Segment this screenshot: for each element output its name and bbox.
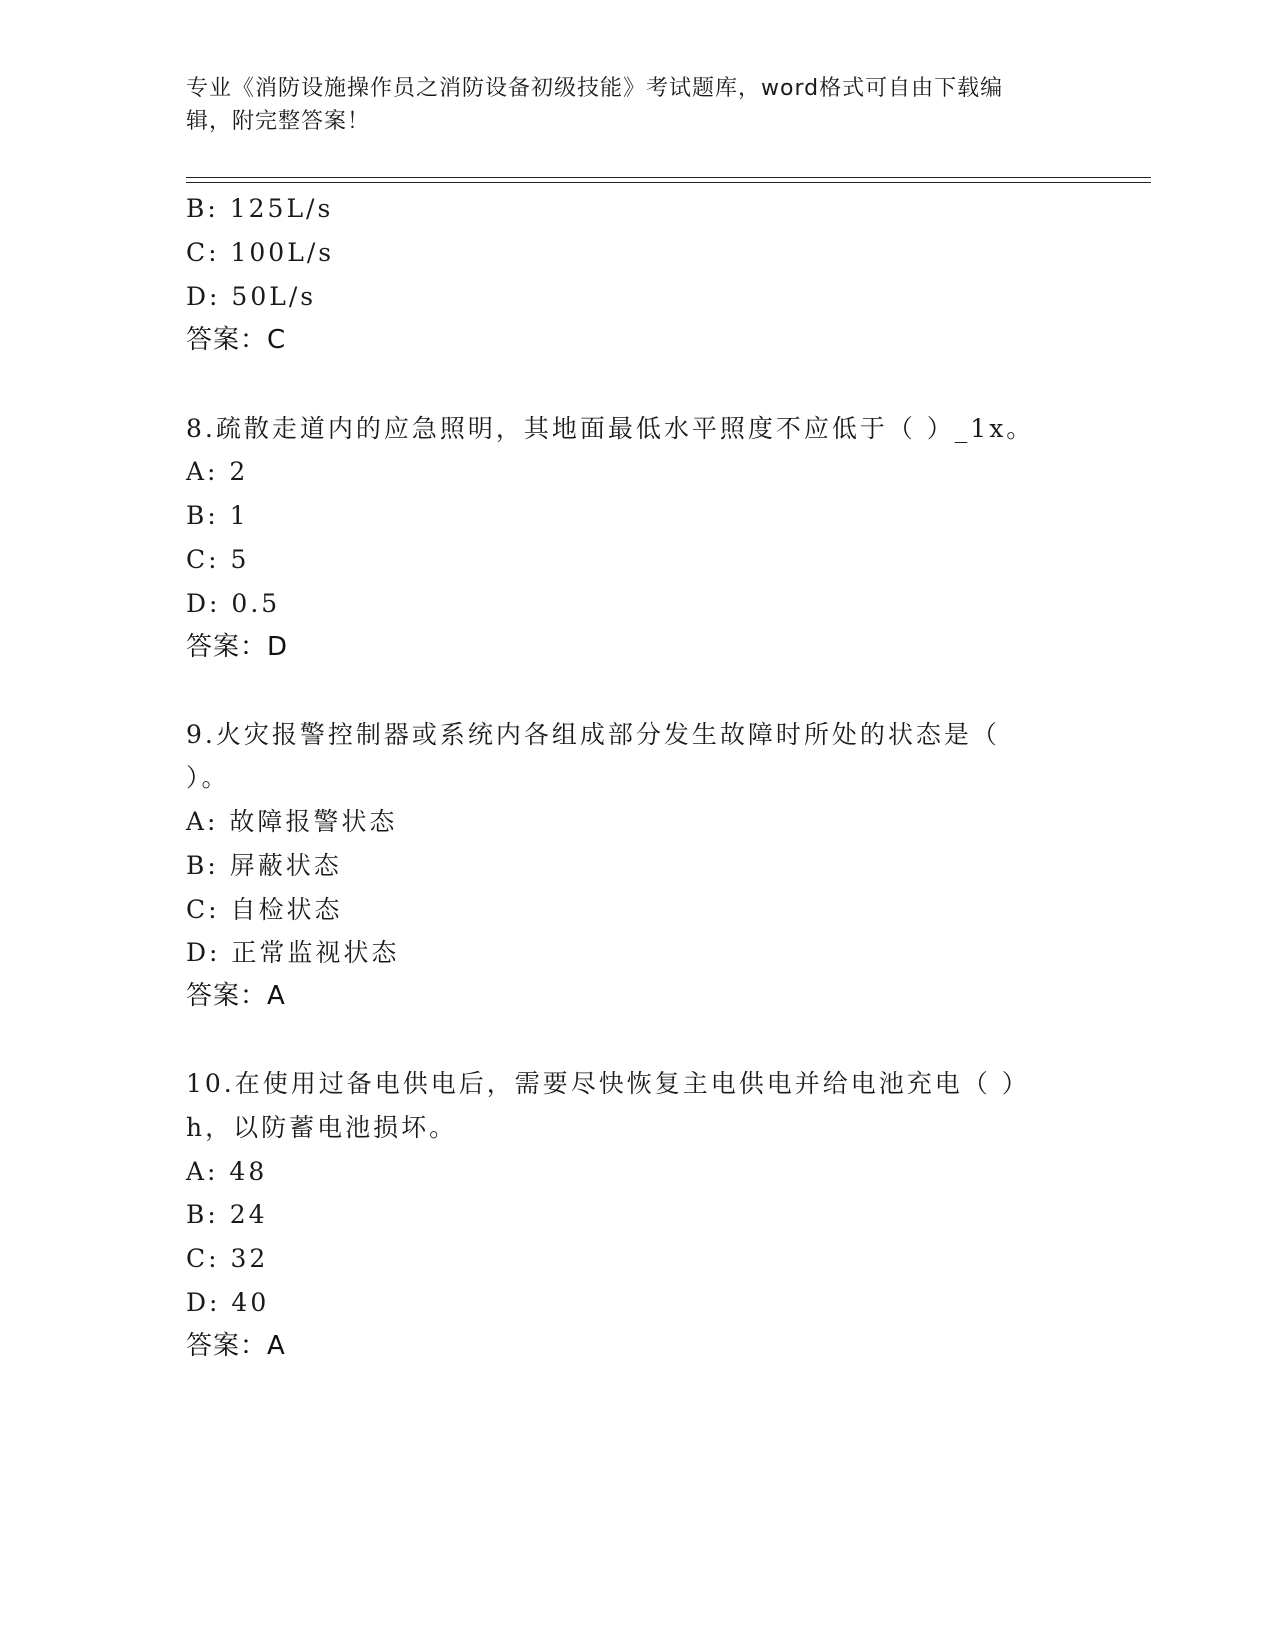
q7-answer: 答案：C bbox=[186, 325, 287, 355]
q10-option-c: C: 32 bbox=[186, 1244, 269, 1273]
q8-option-b: B: 1 bbox=[186, 501, 249, 530]
q8-option-d: D: 0.5 bbox=[186, 589, 281, 618]
q7-option-b: B: 125L/s bbox=[186, 194, 334, 223]
q8-option-c: C: 5 bbox=[186, 545, 250, 574]
q7-option-c: C: 100L/s bbox=[186, 238, 335, 267]
q9-stem-line-1: 9.火灾报警控制器或系统内各组成部分发生故障时所处的状态是（ bbox=[186, 720, 1000, 749]
header-line-1: 专业《消防设施操作员之消防设备初级技能》考试题库，word格式可自由下载编 bbox=[186, 76, 1004, 101]
header-divider-top bbox=[186, 177, 1151, 178]
header-line-2: 辑，附完整答案！ bbox=[186, 109, 371, 134]
q8-option-a: A: 2 bbox=[186, 457, 249, 486]
q7-option-d: D: 50L/s bbox=[186, 282, 317, 311]
q9-option-d: D: 正常监视状态 bbox=[186, 938, 400, 967]
q10-answer: 答案：A bbox=[186, 1331, 286, 1361]
q8-answer: 答案：D bbox=[186, 632, 289, 662]
q8-stem: 8.疏散走道内的应急照明，其地面最低水平照度不应低于（ ）_1x。 bbox=[186, 414, 1035, 443]
q9-option-c: C: 自检状态 bbox=[186, 895, 343, 924]
q9-answer: 答案：A bbox=[186, 981, 286, 1011]
q10-stem-line-1: 10.在使用过备电供电后，需要尽快恢复主电供电并给电池充电（ ） bbox=[186, 1069, 1030, 1098]
document-header bbox=[186, 72, 1086, 138]
q10-option-a: A: 48 bbox=[186, 1157, 268, 1186]
q10-stem-line-2: h，以防蓄电池损坏。 bbox=[186, 1113, 458, 1142]
q10-option-b: B: 24 bbox=[186, 1200, 268, 1229]
q9-option-a: A: 故障报警状态 bbox=[186, 807, 398, 836]
q9-stem-line-2: ）。 bbox=[186, 763, 230, 792]
q9-option-b: B: 屏蔽状态 bbox=[186, 851, 342, 880]
q10-option-d: D: 40 bbox=[186, 1288, 270, 1317]
header-divider-bottom bbox=[186, 182, 1151, 183]
